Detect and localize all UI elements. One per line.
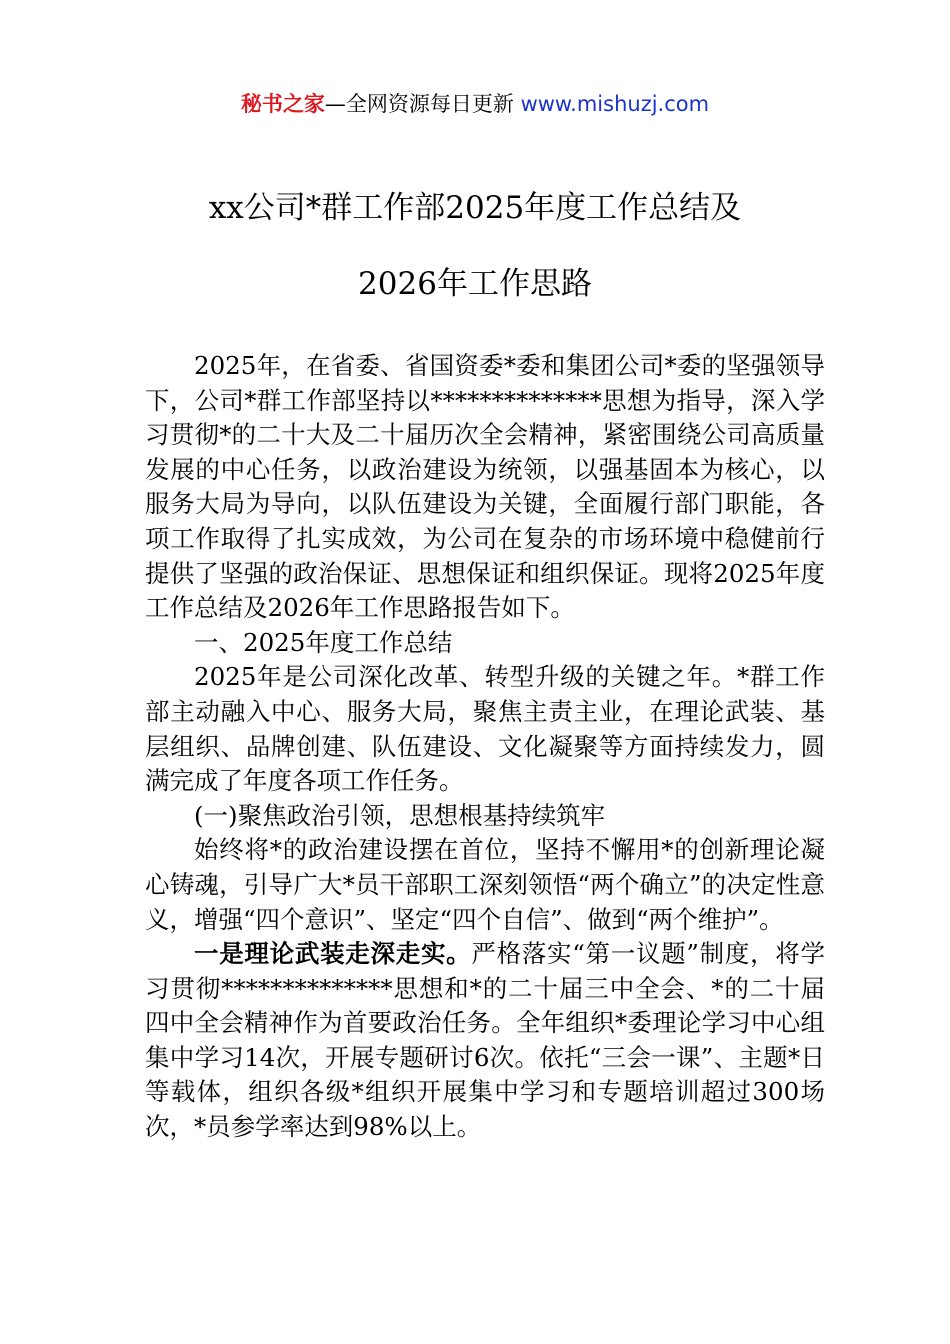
site-name: 秘书之家 (240, 92, 325, 116)
subsection-1-paragraph: 始终将*的政治建设摆在首位，坚持不懈用*的创新理论凝心铸魂，引导广大*员干部职工深刻领悟“两个确立”的决定性意义，增强“四个意识”、坚定“四个自信”、做到“两个维护”。 (145, 835, 825, 934)
document-body (145, 349, 825, 1145)
document-title (60, 170, 890, 322)
site-tagline: —全网资源每日更新 (324, 92, 521, 116)
title-line-2: 2026年工作思路 (358, 266, 592, 302)
point-1-lead: 一是理论武装走深走实。 (194, 939, 472, 969)
point-1-paragraph (145, 937, 825, 1145)
site-header (0, 88, 950, 120)
section-1-paragraph: 2025年是公司深化改革、转型升级的关键之年。*群工作部主动融入中心、服务大局，聚焦主责主业，在理论武装、基层组织、品牌创建、队伍建设、文化凝聚等方面持续发力，圆满完成了年度各项工作任务。 (145, 662, 825, 796)
subsection-heading-1: (一)聚焦政治引领，思想根基持续筑牢 (194, 800, 606, 830)
intro-paragraph: 2025年，在省委、省国资委*委和集团公司*委的坚强领导下，公司*群工作部坚持以**************思想为指导，深入学习贯彻*的二十大及二十届历次全会精神，紧密围绕公司高质量发展的中心任务，以政治建设为统领，以强基固本为核心，以服务大局为导向，以队伍建设为关键，全面履行部门职能，各项工作取得了扎实成效，为公司在复杂的市场环境中稳健前行提供了坚强的政治保证、思想保证和组织保证。现将2025年度工作总结及2026年工作思路报告如下。 (145, 351, 825, 623)
point-1-text: 严格落实“第一议题”制度，将学习贯彻**************思想和*的二十届三中全会、*的二十届四中全会精神作为首要政治任务。全年组织*委理论学习中心组集中学习14次，开展专题研讨6次。依托“三会一课”、主题*日等载体，组织各级*组织开展集中学习和专题培训超过300场次，*员参学率达到98%以上。 (145, 939, 826, 1142)
title-line-1: xx公司*群工作部2025年度工作总结及 (208, 190, 742, 226)
section-heading-1: 一、2025年度工作总结 (194, 627, 453, 657)
site-url-link[interactable]: www.mishuzj.com (520, 92, 710, 116)
